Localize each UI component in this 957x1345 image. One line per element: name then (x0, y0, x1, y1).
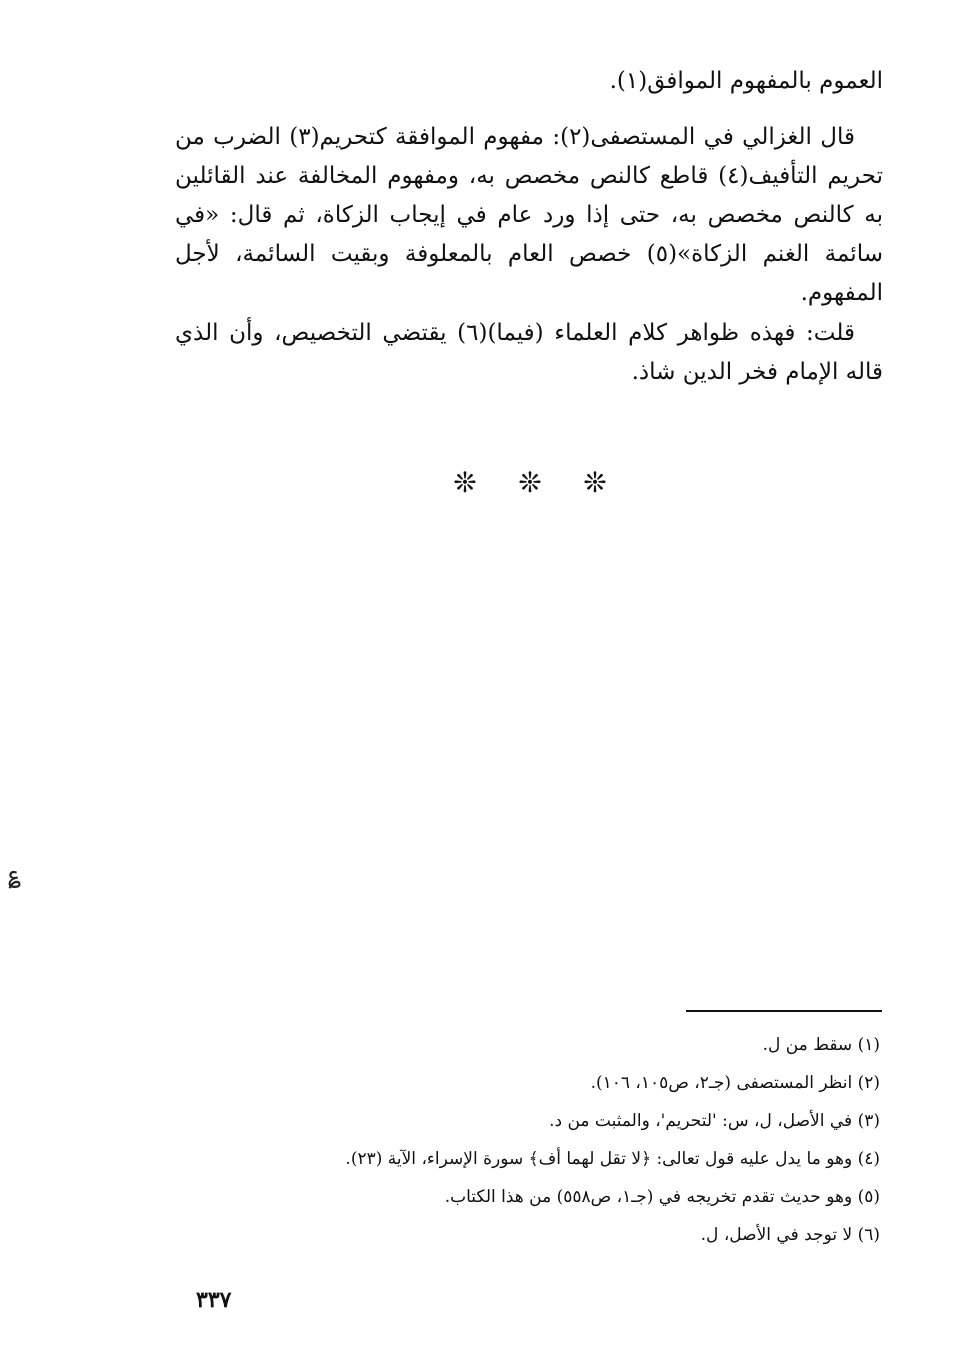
footnotes (250, 1026, 880, 1254)
ghazali-paragraph (175, 118, 883, 313)
footnote-divider (686, 1010, 882, 1012)
opening-line (175, 62, 883, 101)
page-number: ٣٣٧ (196, 1287, 232, 1313)
footnote-1: (١) سقط من ل. (762, 1035, 880, 1055)
qult-paragraph (175, 314, 883, 392)
footnote-6: (٦) لا توجد في الأصل، ل. (700, 1225, 880, 1245)
footnote-2: (٢) انظر المستصفى (جـ٢، ص١٠٥، ١٠٦). (590, 1073, 880, 1093)
ghazali-paragraph-text: قال الغزالي في المستصفى(٢): مفهوم الموافقة كتحريم(٣) الضرب من تحريم التأفيف(٤) قاطع كالنص مخصص به، ومفهوم المخالفة عند القائلين به كالنص مخصص به، حتى إذا ورد عام في إيجاب الزكاة، ثم قال: «في سائمة الغنم الزكاة»(٥) خصص العام بالمعلوفة وبقيت السائمة، لأجل المفهوم. (175, 124, 883, 306)
margin-mark: ؏ (8, 862, 21, 887)
footnote-5: (٥) وهو حديث تقدم تخريجه في (جـ١، ص٥٥٨) من هذا الكتاب. (444, 1187, 880, 1207)
separator-star-icon: ❊ (518, 466, 542, 499)
qult-paragraph-text: قلت: فهذه ظواهر كلام العلماء (فيما)(٦) يقتضي التخصيص، وأن الذي قاله الإمام فخر الدين شاذ. (175, 320, 883, 385)
separator-star-icon: ❊ (453, 466, 477, 499)
opening-line-text: العموم بالمفهوم الموافق(١). (609, 68, 883, 94)
footnote-3: (٣) في الأصل، ل، س: 'لتحريم'، والمثبت من د. (549, 1111, 880, 1131)
footnote-4: (٤) وهو ما يدل عليه قول تعالى: ﴿لا تقل لهما أف﴾ سورة الإسراء، الآية (٢٣). (345, 1149, 880, 1169)
separator-star-icon: ❊ (583, 466, 607, 499)
section-separator (450, 468, 610, 498)
